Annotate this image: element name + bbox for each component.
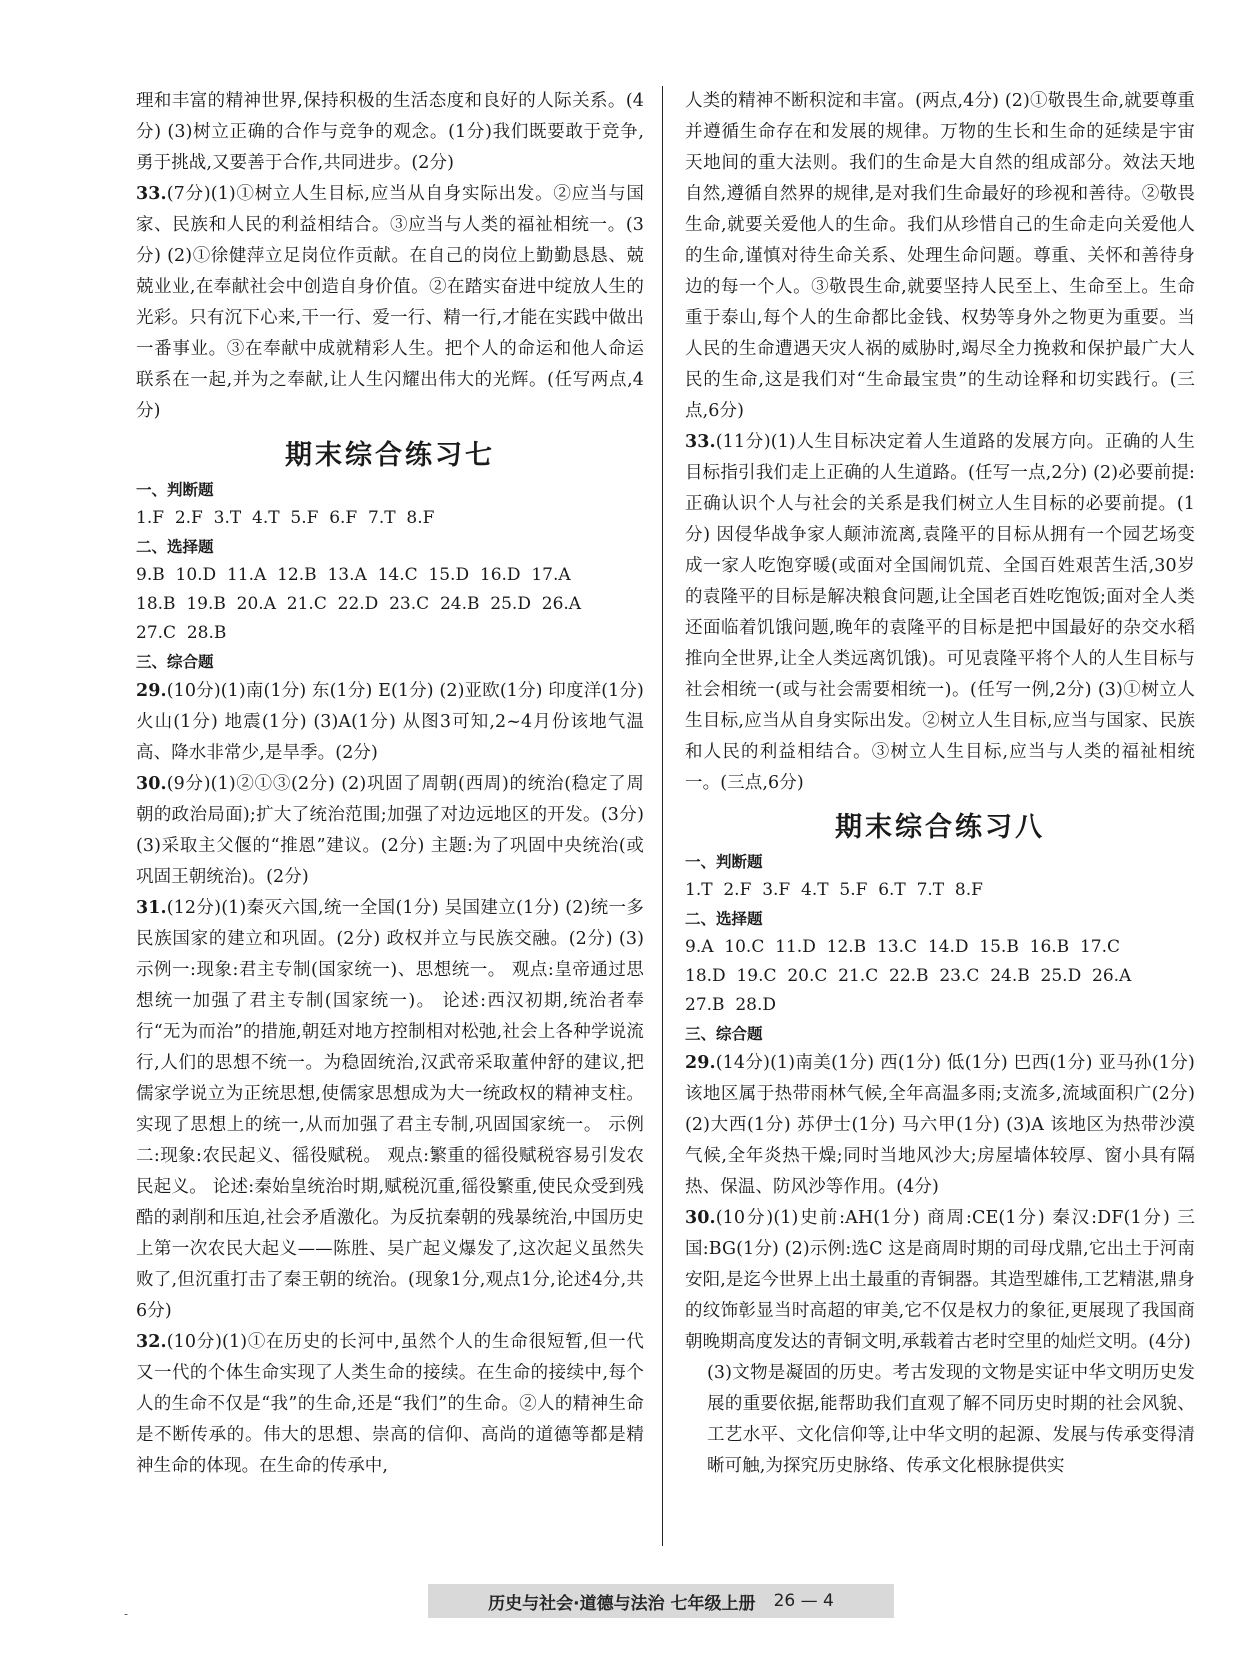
judge-answers: 1.T 2.F 3.F 4.T 5.F 6.T 7.T 8.F xyxy=(685,880,983,900)
answer-block: 29.(10分)(1)南(1分) 东(1分) E(1分) (2)亚欧(1分) 印度洋(1分) 火山(1分) 地震(1分) (3)A(1分) 从图3可知,2~4月份该地气温高、降水非常少,是旱季。(2分) xyxy=(136,681,644,763)
judge-answers: 1.F 2.F 3.T 4.T 5.F 6.F 7.T 8.F xyxy=(136,508,435,528)
choice-answers: 18.D 19.C 20.C 21.C 22.B 23.C 24.B 25.D 26.A xyxy=(685,966,1132,986)
answer-block: (3)文物是凝固的历史。考古发现的文物是实证中华文明历史发展的重要依据,能帮助我们直观了解不同历史时期的社会风貌、工艺水平、文化信仰等,让中华文明的起源、发展与传承变得清晰可触,为探究历史脉络、传承文化根脉提供实 xyxy=(707,1363,1195,1476)
answer-block: 理和丰富的精神世界,保持积极的生活态度和良好的人际关系。(4分) (3)树立正确的合作与竞争的观念。(1分)我们既要敢于竞争,勇于挑战,又要善于合作,共同进步。(2分) xyxy=(136,91,644,173)
answer-block: 30.(9分)(1)②①③(2分) (2)巩固了周朝(西周)的统治(稳定了周朝的政治局面);扩大了统治范围;加强了对边远地区的开发。(3分) (3)采取主父偃的“推恩”建议。(2分) 主题:为了巩固中央统治(或巩固王朝统治)。(2分) xyxy=(136,774,644,887)
answer-block: 33.(7分)(1)①树立人生目标,应当从自身实际出发。②应当与国家、民族和人民的利益相结合。③应当与人类的福祉相统一。(3分) (2)①徐健萍立足岗位作贡献。在自己的岗位上勤勤恳恳、兢兢业业,在奉献社会中创造自身价值。②在踏实奋进中绽放人生的光彩。只有沉下心来,干一行、爱一行、精一行,才能在实践中做出一番事业。③在奉献中成就精彩人生。把个人的命运和他人命运联系在一起,并为之奉献,让人生闪耀出伟大的光辉。(任写两点,4分) xyxy=(136,184,644,421)
section-title: 期末综合练习七 xyxy=(285,440,495,471)
judge-heading: 一、判断题 xyxy=(136,481,214,499)
left-column xyxy=(136,86,644,1482)
comprehensive-heading: 三、综合题 xyxy=(685,1025,763,1043)
column-divider xyxy=(662,86,663,1546)
answer-block: 30.(10分)(1)史前:AH(1分) 商周:CE(1分) 秦汉:DF(1分) 三国:BG(1分) (2)示例:选C 这是商周时期的司母戊鼎,它出土于河南安阳,是迄今世界上出土最重的青铜器。其造型雄伟,工艺精湛,鼎身的纹饰彰显当时高超的审美,它不仅是权力的象征,更展现了我国商朝晚期高度发达的青铜文明,承载着古老时空里的灿烂文明。(4分) xyxy=(685,1208,1195,1352)
answer-block: 人类的精神不断积淀和丰富。(两点,4分) (2)①敬畏生命,就要尊重并遵循生命存在和发展的规律。万物的生长和生命的延续是宇宙天地间的重大法则。我们的生命是大自然的组成部分。效法天地自然,遵循自然界的规律,是对我们生命最好的珍视和善待。②敬畏生命,就要关爱他人的生命。我们从珍惜自己的生命走向关爱他人的生命,谨慎对待生命关系、处理生命问题。尊重、关怀和善待身边的每一个人。③敬畏生命,就要坚持人民至上、生命至上。生命重于泰山,每个人的生命都比金钱、权势等身外之物更为重要。当人民的生命遭遇天灾人祸的威胁时,竭尽全力挽救和保护最广大人民的生命,这是我们对“生命最宝贵”的生动诠释和切实践行。(三点,6分) xyxy=(685,91,1195,421)
page-footer xyxy=(428,1584,894,1618)
print-mark: - xyxy=(124,1607,129,1621)
right-column xyxy=(685,86,1195,1482)
choice-answers: 9.B 10.D 11.A 12.B 13.A 14.C 15.D 16.D 17.A xyxy=(136,565,571,585)
answer-block: 31.(12分)(1)秦灭六国,统一全国(1分) 吴国建立(1分) (2)统一多民族国家的建立和巩固。(2分) 政权并立与民族交融。(2分) (3)示例一:现象:君主专制(国家统一)、思想统一。 观点:皇帝通过思想统一加强了君主专制(国家统一)。 论述:西汉初期,统治者奉行“无为而治”的措施,朝廷对地方控制相对松弛,社会上各种学说流行,人们的思想不统一。为稳固统治,汉武帝采取董仲舒的建议,把儒家学说立为正统思想,使儒家思想成为大一统政权的精神支柱。实现了思想上的统一,从而加强了君主专制,巩固国家统一。 示例二:现象:农民起义、徭役赋税。 观点:繁重的徭役赋税容易引发农民起义。 论述:秦始皇统治时期,赋税沉重,徭役繁重,使民众受到残酷的剥削和压迫,社会矛盾激化。为反抗秦朝的残暴统治,中国历史上第一次农民大起义——陈胜、吴广起义爆发了,这次起义虽然失败了,但沉重打击了秦王朝的统治。(现象1分,观点1分,论述4分,共6分) xyxy=(136,898,644,1321)
answer-block: 33.(11分)(1)人生目标决定着人生道路的发展方向。正确的人生目标指引我们走上正确的人生道路。(任写一点,2分) (2)必要前提:正确认识个人与社会的关系是我们树立人生目标的必要前提。(1分) 因侵华战争家人颠沛流离,袁隆平的目标从拥有一个园艺场变成一家人吃饱穿暖(或面对全国闹饥荒、全国百姓艰苦生活,30岁的袁隆平的目标是解决粮食问题,让全国老百姓吃饱饭;面对全人类还面临着饥饿问题,晚年的袁隆平的目标是把中国最好的杂交水稻推向全世界,让全人类远离饥饿)。可见袁隆平将个人的人生目标与社会相统一(或与社会需要相统一)。(任写一例,2分) (3)①树立人生目标,应当从自身实际出发。②树立人生目标,应当与国家、民族和人民的利益相结合。③树立人生目标,应当与人类的福祉相统一。(三点,6分) xyxy=(685,432,1195,793)
comprehensive-heading: 三、综合题 xyxy=(136,653,214,671)
choice-heading: 二、选择题 xyxy=(136,538,214,556)
answer-block: 32.(10分)(1)①在历史的长河中,虽然个人的生命很短暂,但一代又一代的个体生命实现了人类生命的接续。在生命的接续中,每个人的生命不仅是“我”的生命,还是“我们”的生命。②人的精神生命是不断传承的。伟大的思想、崇高的信仰、高尚的道德等都是精神生命的体现。在生命的传承中, xyxy=(136,1332,644,1476)
section-title: 期末综合练习八 xyxy=(835,812,1045,843)
choice-answers: 18.B 19.B 20.A 21.C 22.D 23.C 24.B 25.D 26.A xyxy=(136,594,582,614)
choice-answers: 27.B 28.D xyxy=(685,995,777,1015)
choice-answers: 27.C 28.B xyxy=(136,623,227,643)
footer-title: 历史与社会·道德与法治 七年级上册 xyxy=(488,1593,756,1614)
choice-heading: 二、选择题 xyxy=(685,910,763,928)
choice-answers: 9.A 10.C 11.D 12.B 13.C 14.D 15.B 16.B 17.C xyxy=(685,937,1121,957)
judge-heading: 一、判断题 xyxy=(685,853,763,871)
answer-block: 29.(14分)(1)南美(1分) 西(1分) 低(1分) 巴西(1分) 亚马孙(1分) 该地区属于热带雨林气候,全年高温多雨;支流多,流域面积广(2分) (2)大西(1分) 苏伊士(1分) 马六甲(1分) (3)A 该地区为热带沙漠气候,全年炎热干燥;同时当地风沙大;房屋墙体较厚、窗小具有隔热、保温、防风沙等作用。(4分) xyxy=(685,1053,1195,1197)
page-number: 26 — 4 xyxy=(773,1591,834,1611)
